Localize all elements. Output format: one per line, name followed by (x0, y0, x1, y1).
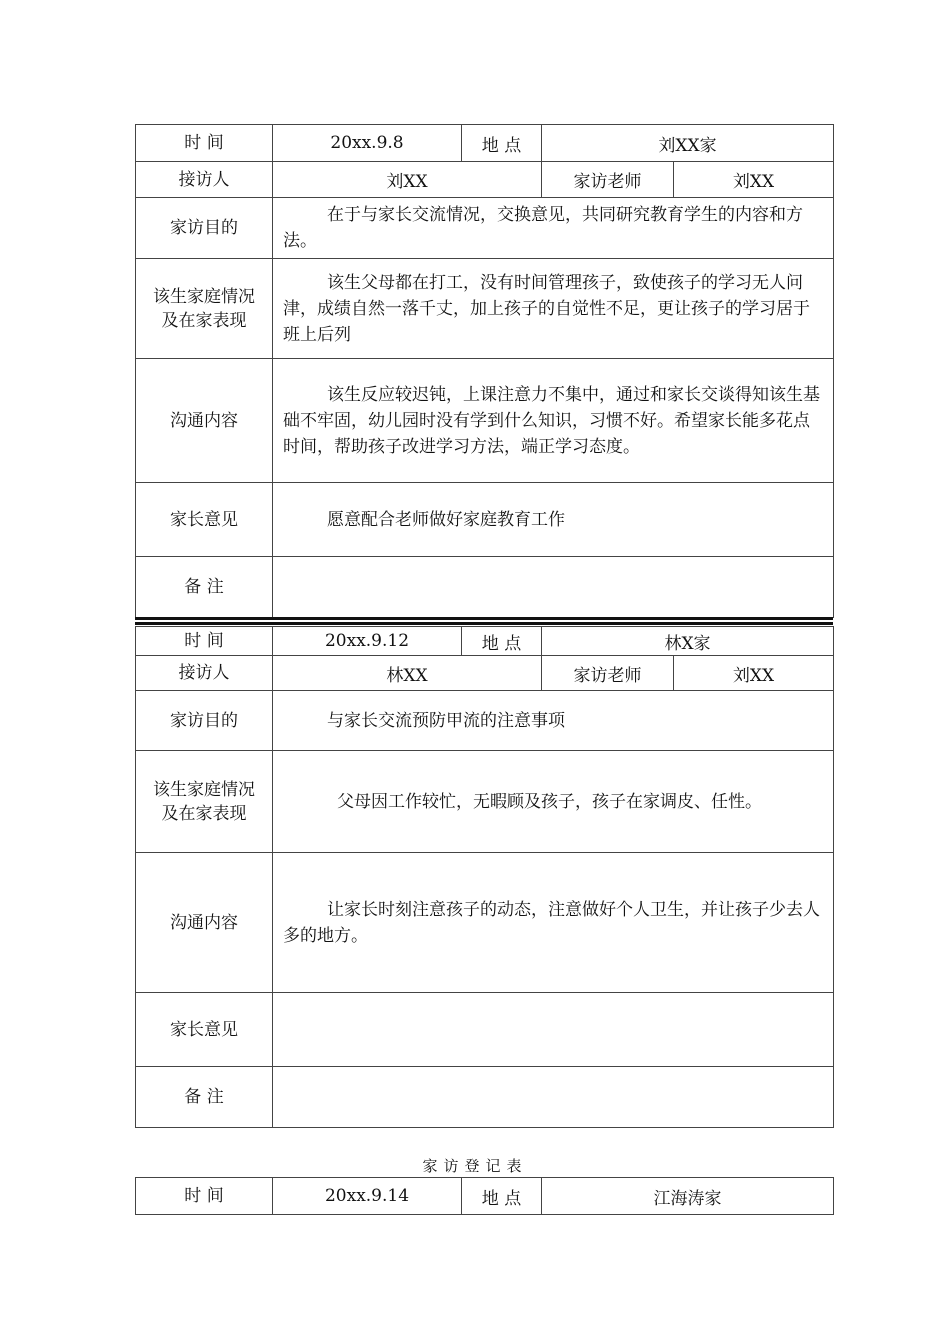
family-situation: 父母因工作较忙，无暇顾及孩子，孩子在家调皮、任性。 (273, 751, 834, 853)
time-label: 时 间 (136, 627, 273, 656)
remarks-label: 备 注 (136, 1067, 273, 1128)
communication-label: 沟通内容 (136, 359, 273, 483)
visitee-name: 林XX (273, 656, 542, 691)
visit-date: 20xx.9.12 (273, 627, 462, 656)
remarks-label: 备 注 (136, 557, 273, 618)
visit-place: 江海涛家 (542, 1178, 834, 1215)
visit-place: 刘XX家 (542, 125, 834, 162)
family-situation: 该生父母都在打工，没有时间管理孩子，致使孩子的学习无人问津，成绩自然一落千丈，加上孩子的自觉性不足，更让孩子的学习居于班上后列 (273, 259, 834, 359)
time-label: 时 间 (136, 125, 273, 162)
visitee-label: 接访人 (136, 656, 273, 691)
remarks (273, 557, 834, 618)
teacher-name: 刘XX (674, 656, 834, 691)
visit-date: 20xx.9.8 (273, 125, 462, 162)
visit-purpose: 与家长交流预防甲流的注意事项 (273, 691, 834, 751)
family-label (136, 259, 273, 359)
family-label-line2: 及在家表现 (161, 803, 247, 824)
place-label: 地 点 (462, 1178, 542, 1215)
parent-opinion-label: 家长意见 (136, 483, 273, 557)
teacher-label: 家访老师 (542, 162, 674, 198)
teacher-name: 刘XX (674, 162, 834, 198)
family-label-line1: 该生家庭情况 (153, 779, 255, 800)
family-label-line2: 及在家表现 (161, 310, 247, 331)
parent-opinion (273, 993, 834, 1067)
teacher-label: 家访老师 (542, 656, 674, 691)
record-separator (135, 622, 833, 625)
record-separator (135, 617, 833, 620)
visit-record-3 (135, 1177, 834, 1215)
purpose-label: 家访目的 (136, 198, 273, 259)
parent-opinion: 愿意配合老师做好家庭教育工作 (273, 483, 834, 557)
remarks (273, 1067, 834, 1128)
family-label (136, 751, 273, 853)
visitee-label: 接访人 (136, 162, 273, 198)
visit-record-2 (135, 626, 834, 1128)
form-caption: 家访登记表 (422, 1157, 528, 1175)
parent-opinion-label: 家长意见 (136, 993, 273, 1067)
visit-record-1 (135, 124, 834, 618)
visit-date: 20xx.9.14 (273, 1178, 462, 1215)
family-label-line1: 该生家庭情况 (153, 286, 255, 307)
place-label: 地 点 (462, 627, 542, 656)
visit-place: 林X家 (542, 627, 834, 656)
visit-purpose: 在于与家长交流情况，交换意见，共同研究教育学生的内容和方法。 (273, 198, 834, 259)
communication-content: 让家长时刻注意孩子的动态，注意做好个人卫生，并让孩子少去人多的地方。 (273, 853, 834, 993)
place-label: 地 点 (462, 125, 542, 162)
visitee-name: 刘XX (273, 162, 542, 198)
time-label: 时 间 (136, 1178, 273, 1215)
communication-label: 沟通内容 (136, 853, 273, 993)
communication-content: 该生反应较迟钝，上课注意力不集中，通过和家长交谈得知该生基础不牢固，幼儿园时没有学到什么知识，习惯不好。希望家长能多花点时间，帮助孩子改进学习方法，端正学习态度。 (273, 359, 834, 483)
purpose-label: 家访目的 (136, 691, 273, 751)
